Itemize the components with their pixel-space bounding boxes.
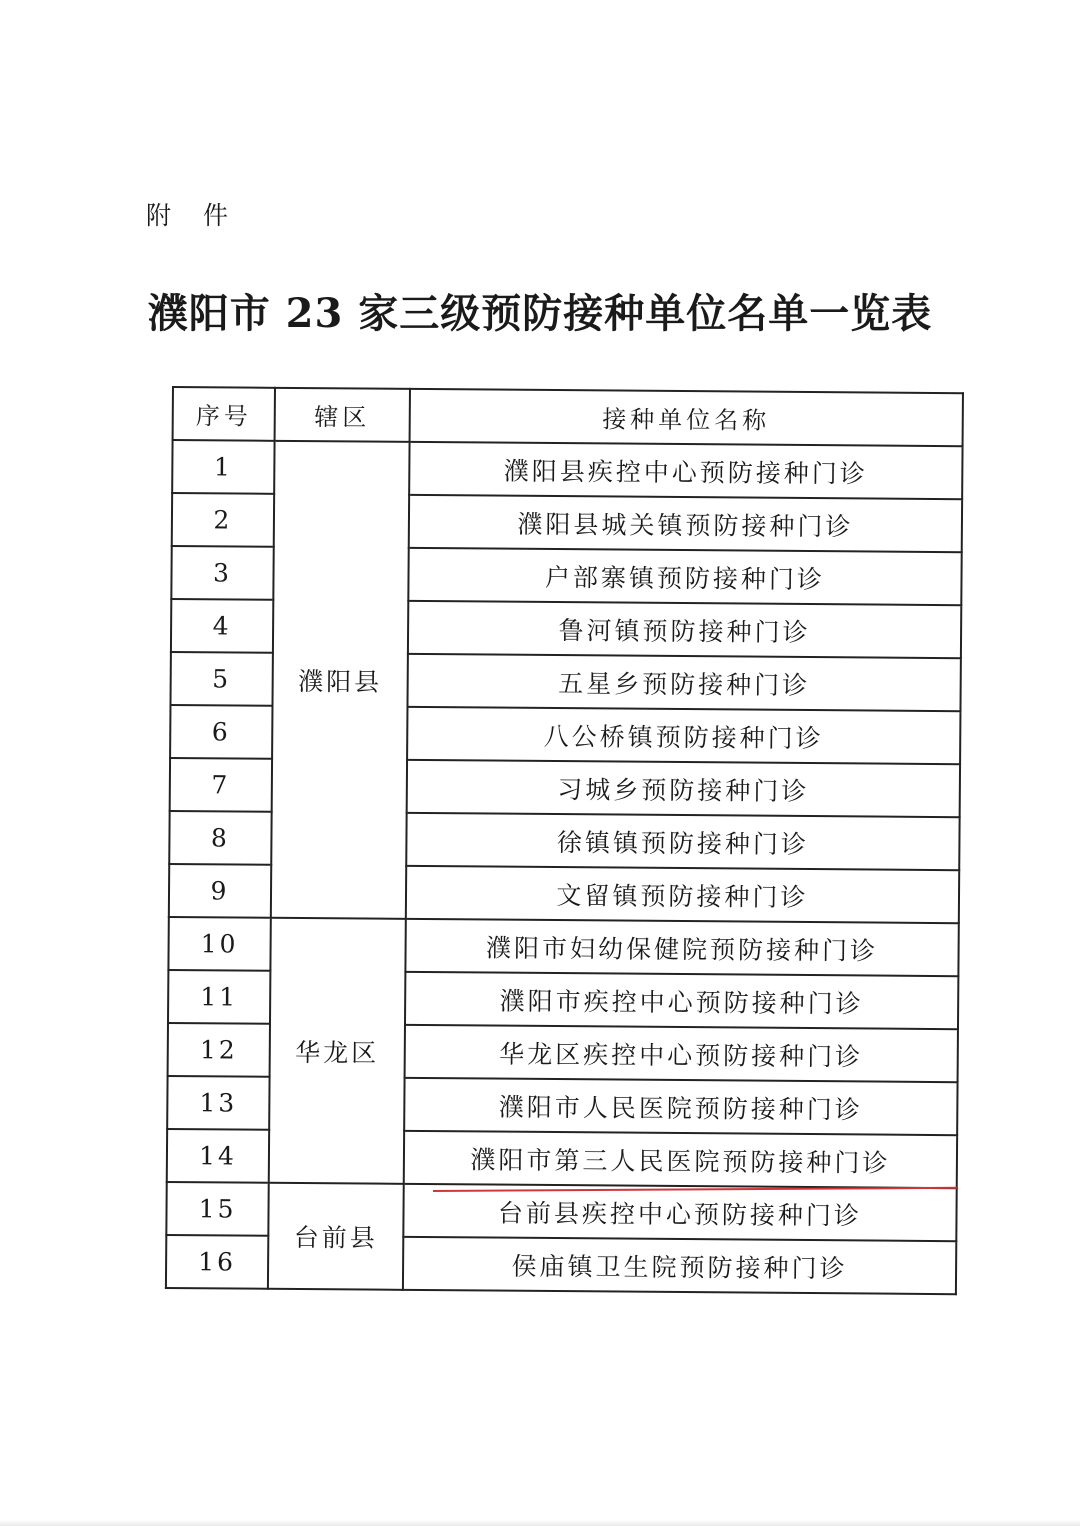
unit-name-cell: 濮阳市人民医院预防接种门诊 [404, 1078, 957, 1135]
unit-name-cell: 八公桥镇预防接种门诊 [407, 707, 960, 764]
attachment-label: 附 件 [146, 201, 240, 230]
unit-name-cell: 濮阳市疾控中心预防接种门诊 [405, 972, 958, 1029]
serial-number-cell: 12 [168, 1023, 270, 1077]
serial-number-cell: 5 [170, 652, 272, 706]
serial-number-cell: 16 [166, 1235, 268, 1289]
serial-number-cell: 1 [172, 440, 274, 494]
header-district: 辖区 [275, 388, 410, 442]
vaccination-unit-table [165, 386, 964, 1295]
header-unit-name: 接种单位名称 [410, 389, 963, 446]
serial-number-cell: 14 [167, 1129, 269, 1183]
table-row [172, 440, 962, 499]
unit-name-cell: 文留镇预防接种门诊 [406, 866, 959, 923]
serial-number-cell: 11 [168, 970, 270, 1024]
serial-number-cell: 8 [169, 811, 271, 865]
unit-name-cell: 五星乡预防接种门诊 [407, 654, 960, 711]
unit-name-cell: 台前县疾控中心预防接种门诊 [403, 1184, 956, 1241]
unit-name-cell: 鲁河镇预防接种门诊 [408, 601, 961, 658]
document-title: 濮阳市 23 家三级预防接种单位名单一览表 [147, 290, 933, 337]
table-row [168, 917, 958, 976]
unit-name-cell: 濮阳县疾控中心预防接种门诊 [409, 442, 962, 499]
table-body [166, 440, 963, 1294]
header-serial-number: 序号 [173, 387, 275, 441]
serial-number-cell: 6 [170, 705, 272, 759]
serial-number-cell: 15 [166, 1182, 268, 1236]
district-cell: 台前县 [268, 1183, 404, 1290]
unit-name-cell: 习城乡预防接种门诊 [407, 760, 960, 817]
unit-name-cell: 户部寨镇预防接种门诊 [408, 548, 961, 605]
unit-name-cell: 濮阳市妇幼保健院预防接种门诊 [405, 919, 958, 976]
serial-number-cell: 3 [171, 546, 273, 600]
serial-number-cell: 13 [167, 1076, 269, 1130]
unit-name-cell: 华龙区疾控中心预防接种门诊 [405, 1025, 958, 1082]
serial-number-cell: 4 [171, 599, 273, 653]
unit-name-cell: 濮阳县城关镇预防接种门诊 [409, 495, 962, 552]
unit-name-cell: 濮阳市第三人民医院预防接种门诊 [404, 1131, 957, 1188]
serial-number-cell: 9 [169, 864, 271, 918]
unit-name-cell: 侯庙镇卫生院预防接种门诊 [403, 1237, 956, 1294]
serial-number-cell: 7 [170, 758, 272, 812]
roster-table-container [165, 386, 962, 1295]
district-cell: 濮阳县 [271, 441, 410, 919]
serial-number-cell: 2 [172, 493, 274, 547]
serial-number-cell: 10 [168, 917, 270, 971]
page-edge [0, 1520, 1080, 1526]
table-header-row [173, 387, 963, 446]
district-cell: 华龙区 [269, 918, 406, 1184]
unit-name-cell: 徐镇镇预防接种门诊 [406, 813, 959, 870]
